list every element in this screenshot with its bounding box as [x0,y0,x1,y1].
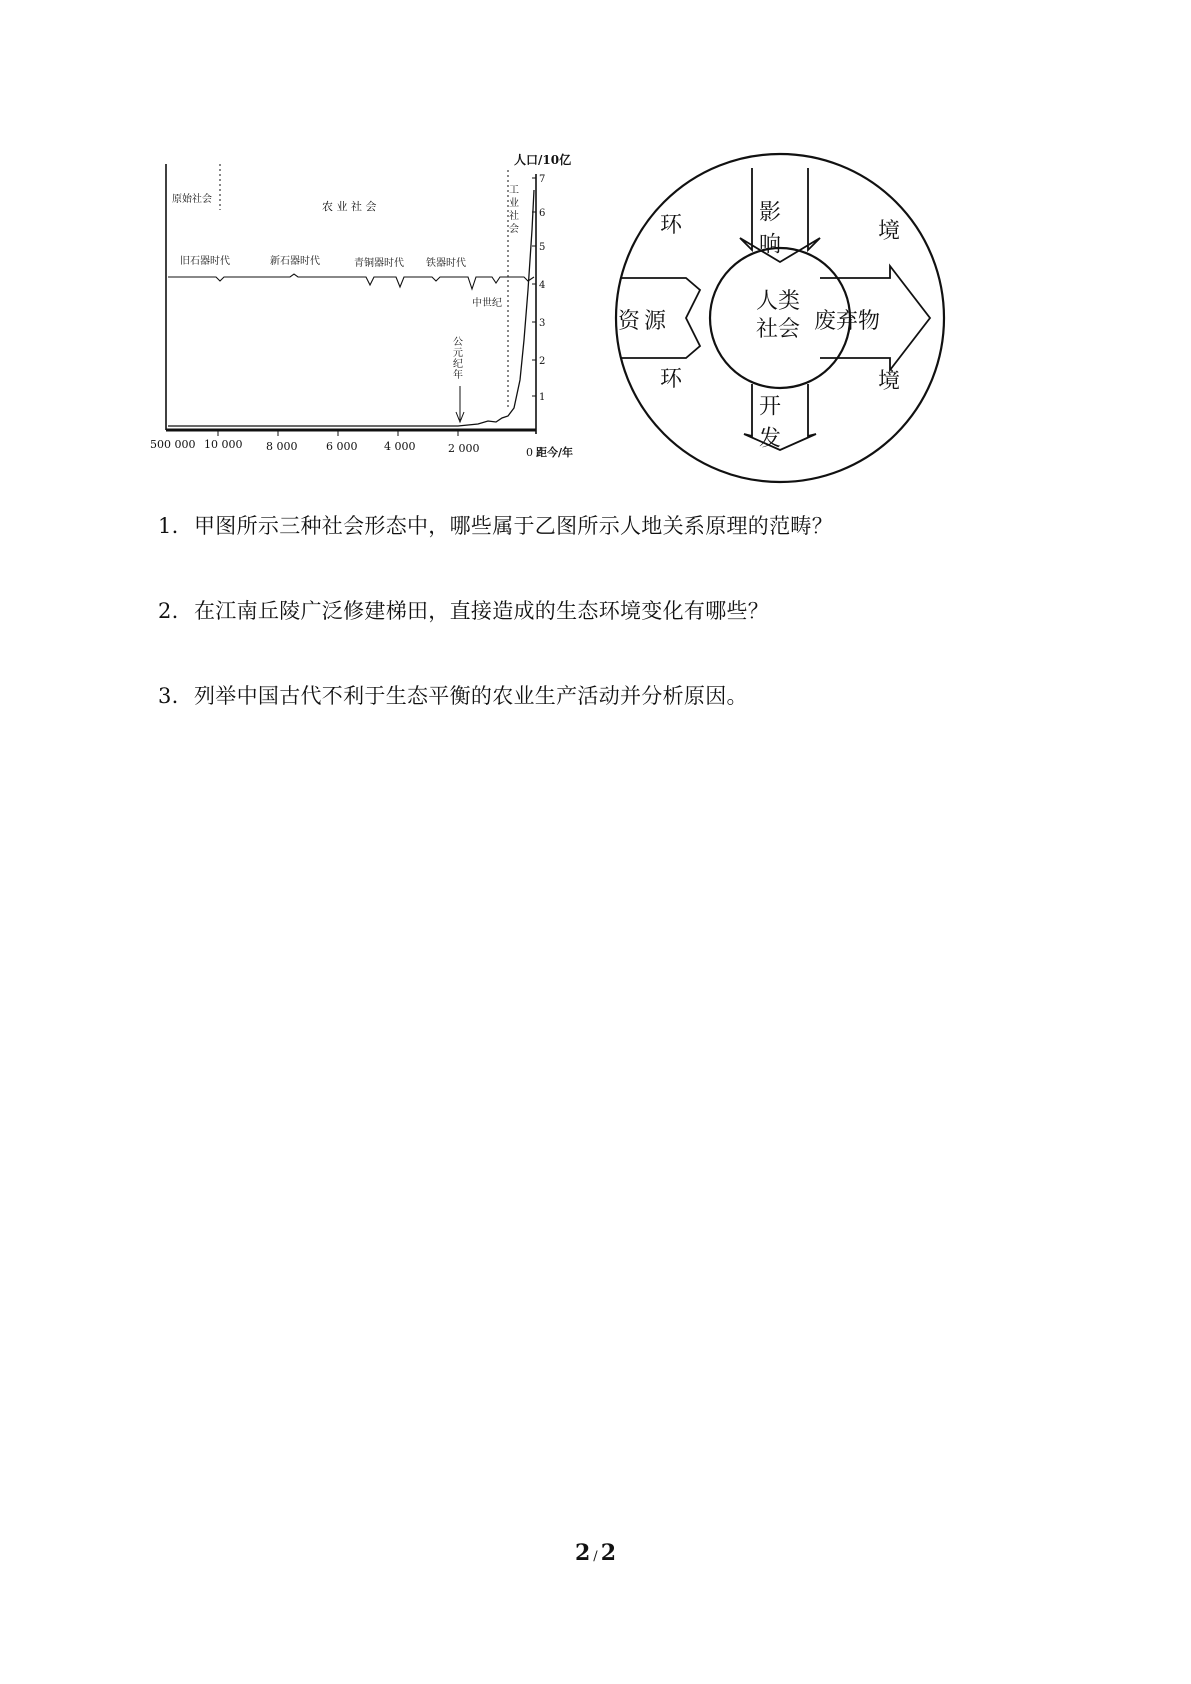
arrow-label-top: 影响 [755,200,781,264]
y-axis-label: 人口/10亿 [514,153,572,167]
arrow-label-left: 资源 [618,309,671,334]
society-label: 原始社会 [172,194,212,205]
arrow-label-right: 废弃物 [814,309,881,334]
center-label: 社会 [756,317,801,342]
x-tick: 500 000 [150,438,196,451]
page-total: 2 [600,1540,616,1566]
question-1 [158,512,833,540]
era-label: 新石器时代 [270,256,320,267]
question-text: 列举中国古代不利于生态平衡的农业生产活动并分析原因。 [194,684,748,708]
x-tick: 6 000 [326,440,358,453]
human-environment-diagram [618,150,1000,488]
ring-label: 境 [878,219,901,244]
era-label: 铁器时代 [426,258,466,269]
page-number [0,1540,1191,1566]
question-2 [158,597,769,625]
ring-label: 环 [660,213,683,238]
x-origin-label: 0 [526,446,533,459]
ring-label: 境 [878,369,901,394]
question-text: 在江南丘陵广泛修建梯田，直接造成的生态环境变化有哪些？ [194,599,770,623]
y-tick: 1 [539,392,546,403]
page-current: 2 [574,1540,591,1566]
page-separator: / [593,1549,598,1564]
x-tick: 2 000 [448,442,480,455]
x-tick: 10 000 [204,438,243,451]
marker-label: 公元纪年 [450,336,462,380]
y-tick: 2 [539,356,546,367]
era-label: 旧石器时代 [180,256,230,267]
ring-label: 环 [660,367,683,392]
y-tick: 7 [539,174,546,185]
y-tick: 5 [539,242,546,253]
population-history-figure [150,150,630,502]
society-label: 农 业 社 会 [322,200,377,213]
x-tick: 8 000 [266,440,298,453]
question-text: 甲图所示三种社会形态中，哪些属于乙图所示人地关系原理的范畴？ [194,514,833,538]
era-label: 中世纪 [472,298,502,309]
question-number: 3. [158,684,179,708]
x-axis-label: 距今/年 [536,446,574,459]
question-number: 2. [158,599,179,623]
y-tick: 3 [539,318,546,329]
x-tick: 4 000 [384,440,416,453]
era-label: 青铜器时代 [354,258,404,269]
y-tick: 6 [539,208,546,219]
arrow-label-bottom: 开发 [755,394,781,458]
center-label: 人类 [756,289,801,314]
y-tick: 4 [539,280,546,291]
question-3 [158,682,748,710]
question-number: 1. [158,514,179,538]
society-label: 工业社会 [506,184,518,236]
